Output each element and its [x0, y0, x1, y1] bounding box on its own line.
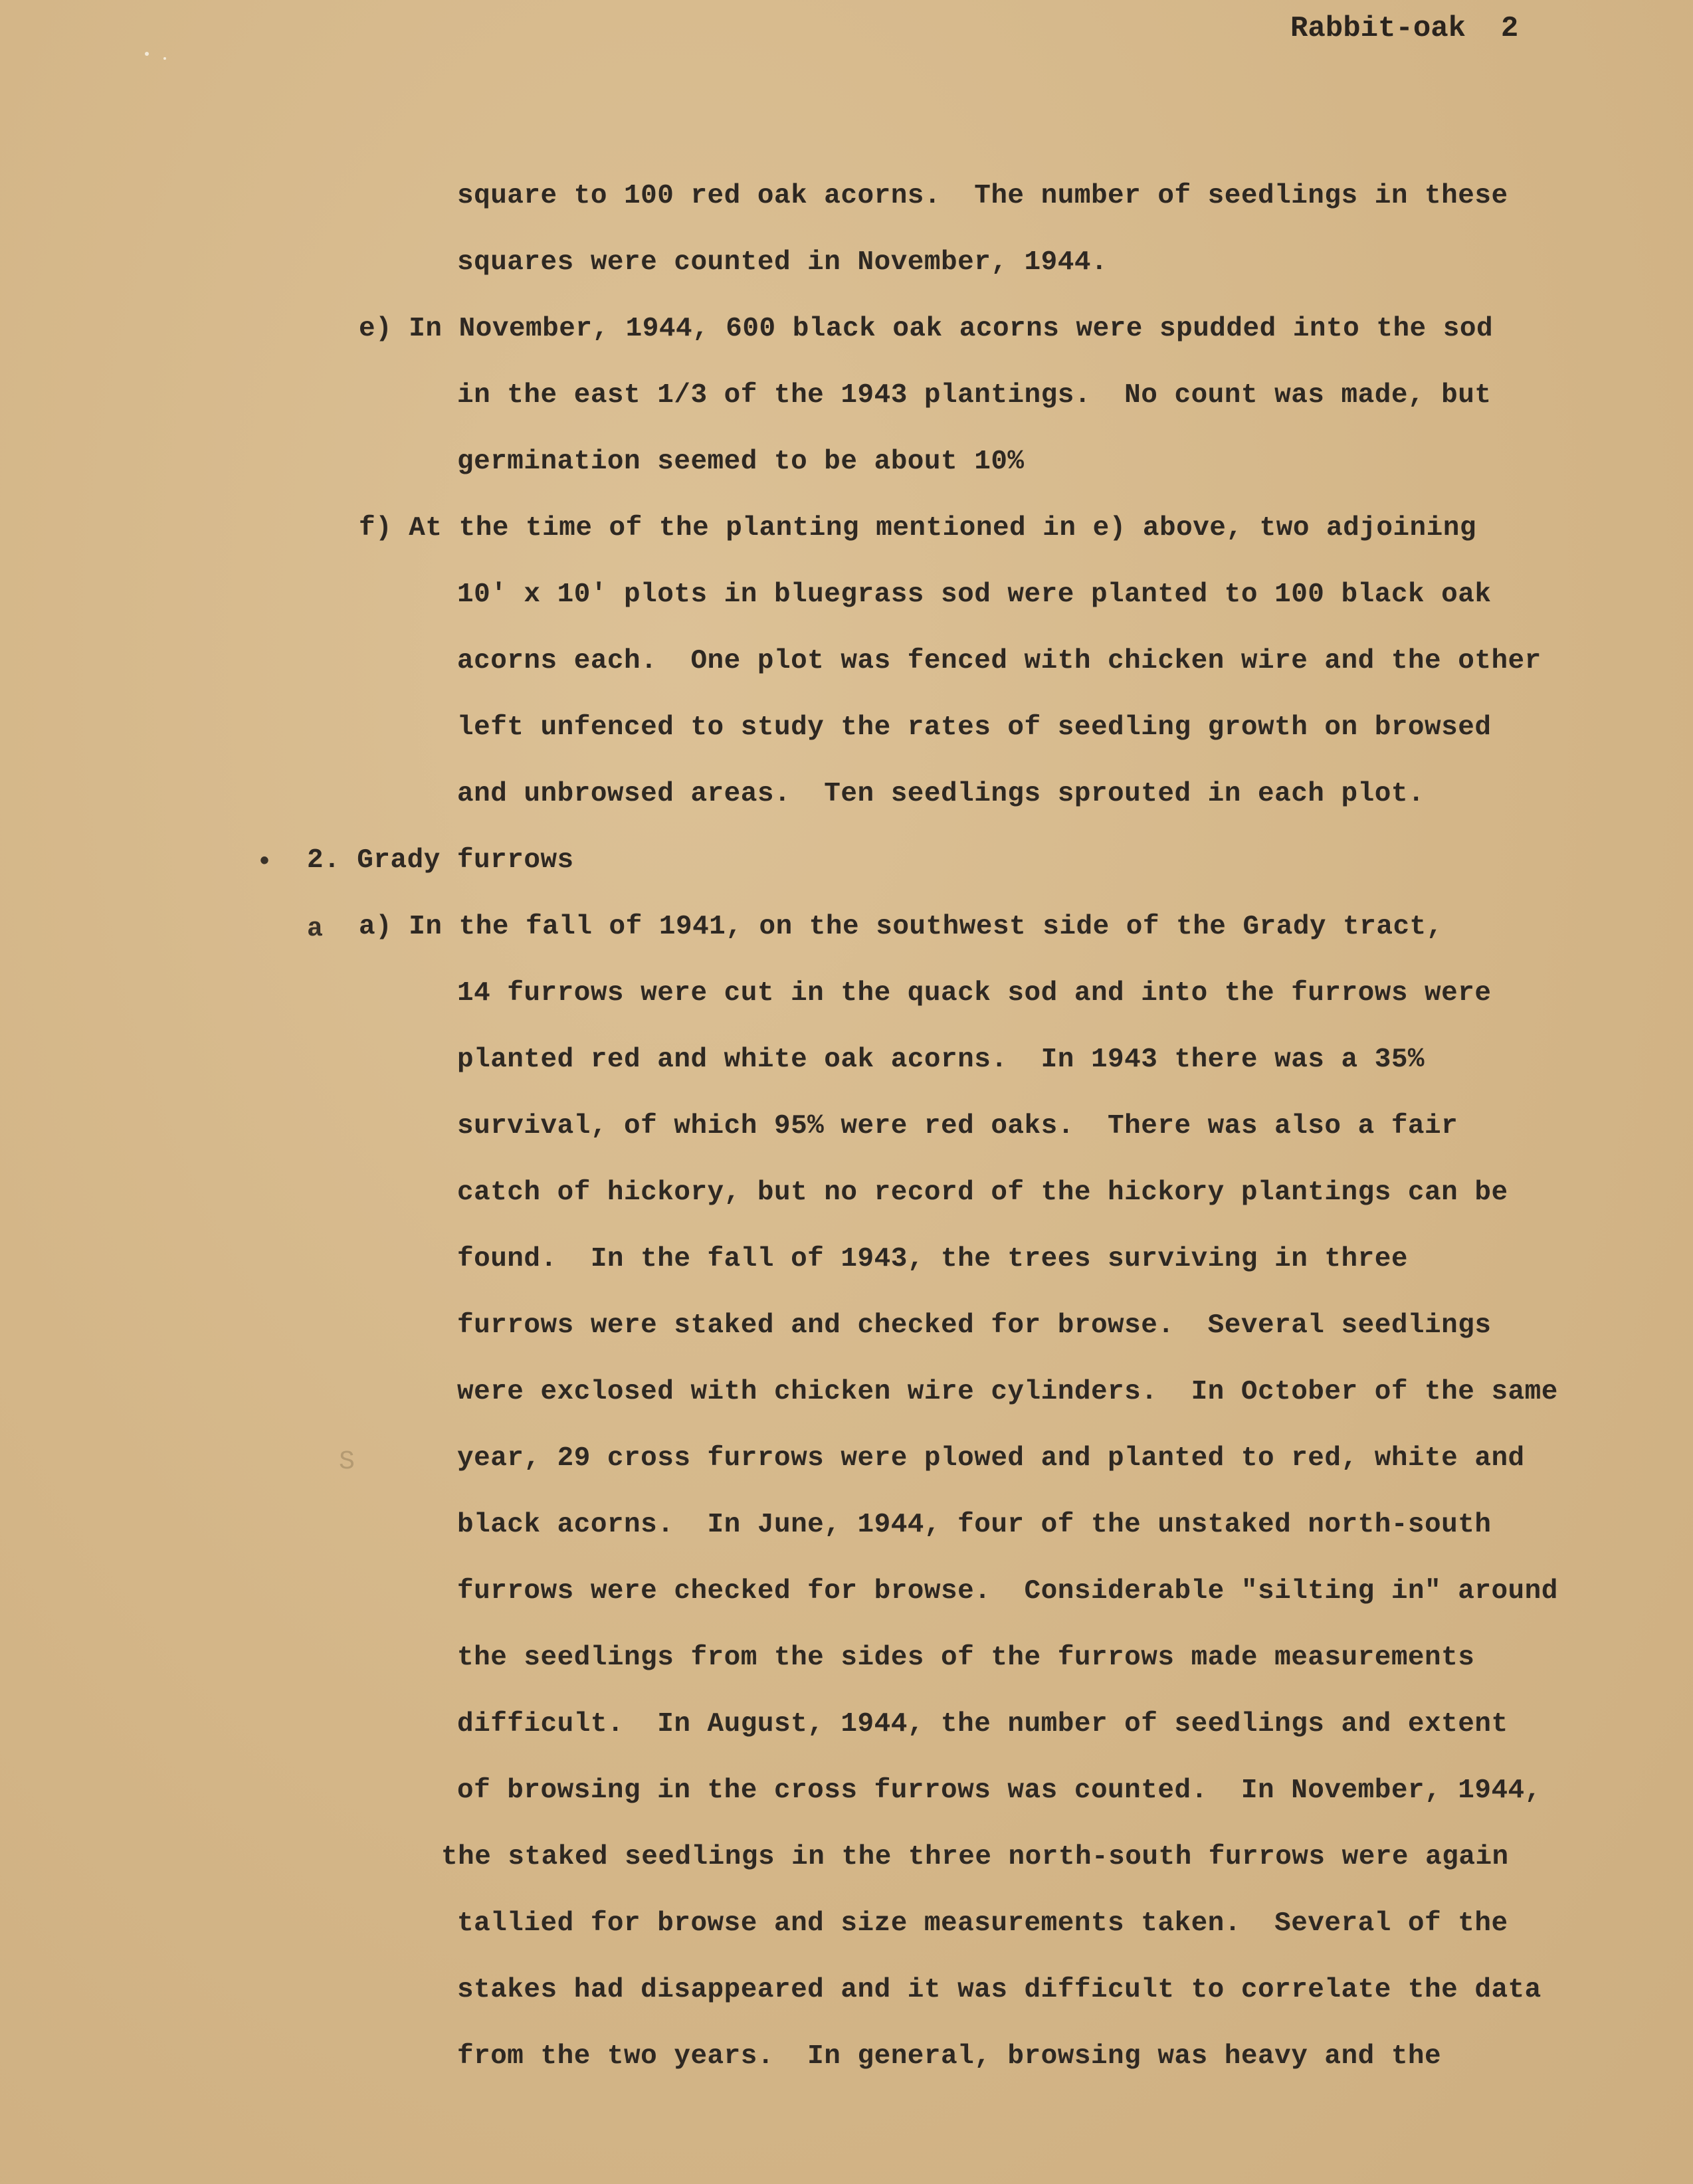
margin-faint-mark: S — [339, 1447, 355, 1477]
text-line: tallied for browse and size measurements taken. Several of the — [457, 1908, 1508, 1939]
text-line: germination seemed to be about 10% — [457, 447, 1025, 477]
text-line: catch of hickory, but no record of the hickory plantings can be — [457, 1177, 1508, 1208]
text-line: stakes had disappeared and it was difficult to correlate the data — [457, 1975, 1542, 2005]
text-line: acorns each. One plot was fenced with chicken wire and the other — [457, 646, 1542, 676]
text-line: in the east 1/3 of the 1943 plantings. No count was made, but — [457, 380, 1492, 411]
text-line: year, 29 cross furrows were plowed and planted to red, white and — [457, 1443, 1525, 1474]
text-line: from the two years. In general, browsing was heavy and the — [457, 2041, 1442, 2072]
text-line: black acorns. In June, 1944, four of the unstaked north-south — [457, 1510, 1492, 1540]
paper-speck — [145, 52, 149, 56]
text-line: were exclosed with chicken wire cylinders. In October of the same — [457, 1377, 1558, 1407]
paper-speck — [163, 57, 166, 60]
text-line: f) At the time of the planting mentioned in e) above, two adjoining — [359, 513, 1476, 544]
page-header: Rabbit-oak 2 — [1290, 12, 1519, 45]
text-line: left unfenced to study the rates of seedling growth on browsed — [457, 712, 1492, 743]
text-line: the seedlings from the sides of the furrows made measurements — [457, 1642, 1475, 1673]
section-heading: 2. Grady furrows — [307, 845, 574, 876]
margin-bullet: • — [256, 848, 273, 878]
text-line: e) In November, 1944, 600 black oak acorns were spudded into the sod — [359, 314, 1494, 344]
text-line: found. In the fall of 1943, the trees surviving in three — [457, 1244, 1408, 1274]
text-line: furrows were checked for browse. Considerable "silting in" around — [457, 1576, 1558, 1607]
text-line: planted red and white oak acorns. In 1943 there was a 35% — [457, 1044, 1425, 1075]
margin-letter-a: a — [307, 914, 324, 944]
text-line: and unbrowsed areas. Ten seedlings sprouted in each plot. — [457, 779, 1425, 809]
text-line: squares were counted in November, 1944. — [457, 247, 1108, 278]
text-line: 14 furrows were cut in the quack sod and into the furrows were — [457, 978, 1492, 1009]
text-line: survival, of which 95% were red oaks. There was also a fair — [457, 1111, 1458, 1142]
text-line: difficult. In August, 1944, the number of seedlings and extent — [457, 1709, 1508, 1739]
text-line: a) In the fall of 1941, on the southwest side of the Grady tract, — [359, 912, 1443, 942]
text-line: 10' x 10' plots in bluegrass sod were planted to 100 black oak — [457, 579, 1492, 610]
text-line: of browsing in the cross furrows was counted. In November, 1944, — [457, 1775, 1542, 1806]
text-line: square to 100 red oak acorns. The number of seedlings in these — [457, 181, 1508, 211]
text-line: the staked seedlings in the three north-south furrows were again — [441, 1842, 1509, 1872]
text-line: furrows were staked and checked for browse. Several seedlings — [457, 1310, 1492, 1341]
